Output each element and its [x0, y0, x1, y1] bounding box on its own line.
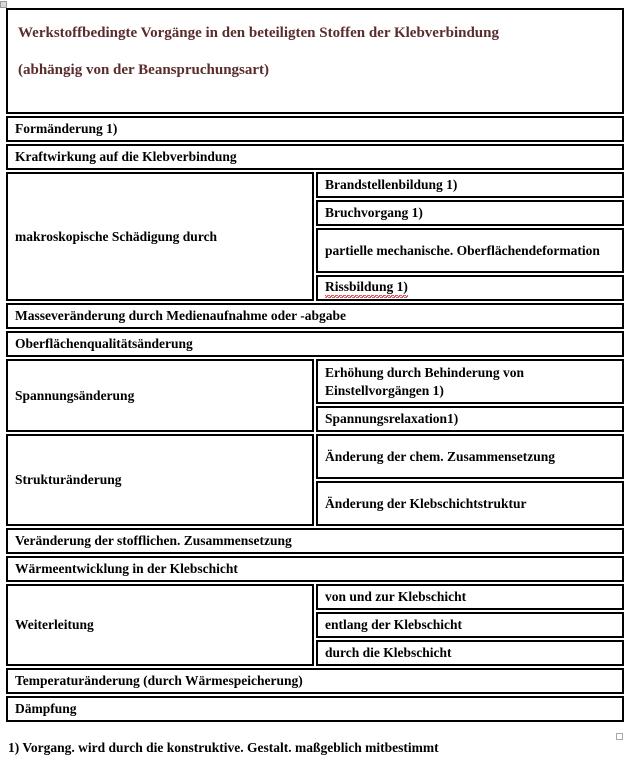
table-row — [6, 116, 624, 142]
list-item: Bruchvorgang 1) — [316, 200, 624, 226]
list-item-misspelled — [316, 275, 624, 301]
group-items-makroskopische-schaedigung — [316, 172, 624, 301]
misspelled-word: Rissbildung 1) — [325, 278, 408, 297]
table-row — [6, 556, 624, 582]
table-row — [6, 144, 624, 170]
footnote-text: 1) Vorgang. wird durch die konstruktive. Gestalt. maßgeblich mitbestimmt — [8, 740, 439, 755]
table-row-group-weiterleitung — [6, 584, 624, 666]
group-label-weiterleitung: Weiterleitung — [6, 584, 314, 666]
row-label-kraftwirkung: Kraftwirkung auf die Klebverbindung — [6, 144, 624, 170]
row-label-masseveraenderung: Masseveränderung durch Medienaufnahme oder -abgabe — [6, 303, 624, 329]
table-row — [6, 696, 624, 722]
selection-handle-bottom-right[interactable] — [616, 733, 623, 740]
group-items-strukturaenderung — [316, 434, 624, 526]
table-title-line-2: (abhängig von der Beanspruchungsart) — [18, 62, 270, 79]
list-item: Änderung der chem. Zusammensetzung — [316, 434, 624, 479]
table-row — [6, 331, 624, 357]
list-item: Brandstellenbildung 1) — [316, 172, 624, 198]
group-label-strukturaenderung: Strukturänderung — [6, 434, 314, 526]
table-title-cell — [6, 8, 624, 114]
group-items-weiterleitung — [316, 584, 624, 666]
list-item: durch die Klebschicht — [316, 640, 624, 666]
selection-handle-top-left[interactable] — [0, 1, 7, 8]
list-item: Erhöhung durch Behinderung von Einstellvorgängen 1) — [316, 359, 624, 404]
table-row-group-makroskopische-schaedigung — [6, 172, 624, 301]
table-row — [6, 303, 624, 329]
list-item: Änderung der Klebschichtstruktur — [316, 481, 624, 526]
table-row — [6, 528, 624, 554]
row-label-oberflaechenqualitaetsaenderung: Oberflächenqualitätsänderung — [6, 331, 624, 357]
group-label-spannungsaenderung: Spannungsänderung — [6, 359, 314, 432]
list-item: Spannungsrelaxation1) — [316, 406, 624, 432]
table-title-line-1: Werkstoffbedingte Vorgänge in den beteiligten Stoffen der Klebverbindung — [18, 25, 499, 41]
row-label-veraenderung-stofflichen: Veränderung der stofflichen. Zusammensetzung — [6, 528, 624, 554]
table-header-row — [6, 8, 624, 114]
overview-table — [6, 8, 624, 724]
row-label-waermeentwicklung: Wärmeentwicklung in der Klebschicht — [6, 556, 624, 582]
row-label-daempfung: Dämpfung — [6, 696, 624, 722]
table-row-group-spannungsaenderung — [6, 359, 624, 432]
table-row-group-strukturaenderung — [6, 434, 624, 526]
group-label-makroskopische-schaedigung: makroskopische Schädigung durch — [6, 172, 314, 301]
list-item: von und zur Klebschicht — [316, 584, 624, 610]
group-items-spannungsaenderung — [316, 359, 624, 432]
row-label-temperaturaenderung: Temperaturänderung (durch Wärmespeicherung) — [6, 668, 624, 694]
list-item: entlang der Klebschicht — [316, 612, 624, 638]
list-item: partielle mechanische. Oberflächendeformation — [316, 228, 624, 273]
row-label-formaenderung: Formänderung 1) — [6, 116, 624, 142]
table-row — [6, 668, 624, 694]
